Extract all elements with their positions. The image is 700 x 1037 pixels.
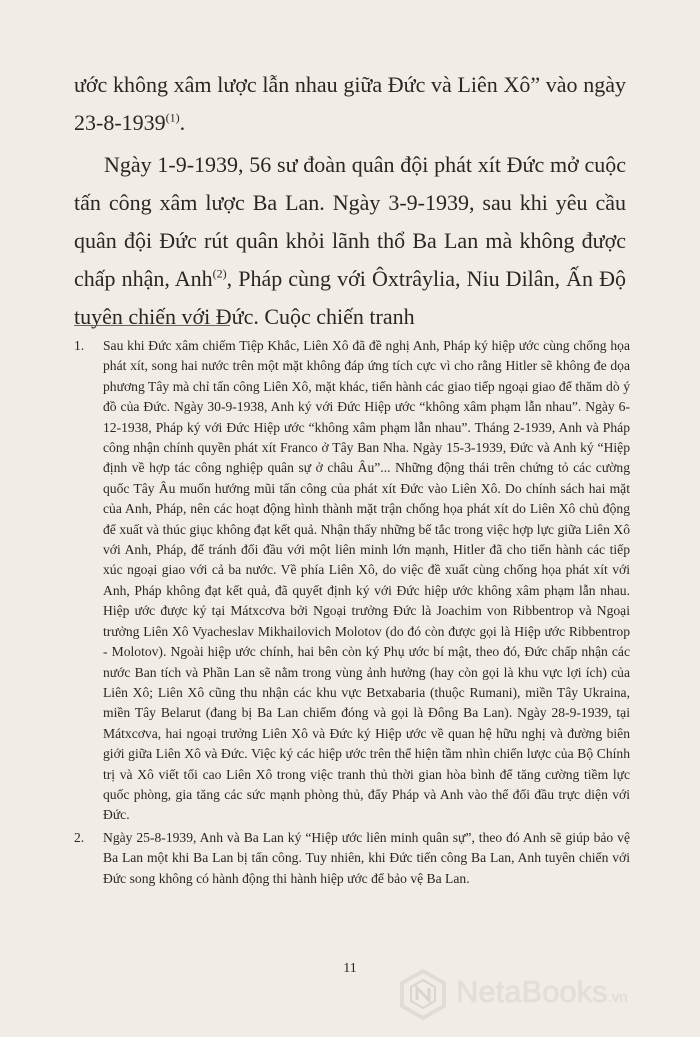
paragraph-2: [74, 146, 626, 336]
paragraph-2-text-a: Ngày 1-9-1939, 56 sư đoàn quân đội phát xít Đức mở cuộc tấn công xâm lược Ba Lan. Ngày 3-9-1939, sau khi yêu cầu quân đội Đức rút quân khỏi lãnh thổ Ba Lan mà không được chấp nhận, Anh: [74, 152, 626, 291]
paragraph-1-end: .: [179, 110, 186, 135]
footnote-1: [74, 336, 630, 826]
netabooks-logo-icon: [398, 968, 448, 1020]
footnote-number: 2.: [74, 829, 85, 845]
paragraph-1: [74, 66, 626, 142]
footnote-number: 1.: [74, 338, 85, 353]
paragraph-2-text-b: , Pháp cùng với Ôxtrâylia, Niu Dilân, Ấn Độ tuyên chiến với Đức. Cuộc chiến tranh: [74, 266, 626, 329]
footnote-ref-2: (2): [212, 266, 227, 281]
watermark-suffix: .vn: [607, 989, 628, 1006]
footnote-2: [74, 828, 630, 889]
main-text: [74, 66, 626, 336]
watermark-brand: NetaBooks: [456, 974, 608, 1009]
footnote-ref-1: (1): [165, 110, 180, 125]
paragraph-1-text: ước không xâm lược lẫn nhau giữa Đức và Liên Xô” vào ngày 23-8-1939: [74, 72, 626, 135]
watermark: [398, 964, 700, 1024]
footnote-text: Ngày 25-8-1939, Anh và Ba Lan ký “Hiệp ước liên minh quân sự”, theo đó Anh sẽ giúp bảo vệ Ba Lan một khi Ba Lan bị tấn công. Tuy nhiên, khi Đức tiến công Ba Lan, Anh tuyên chiến với Đức song không có hành động thi hành hiệp ước để bảo vệ Ba Lan.: [103, 829, 630, 886]
footnote-text: Sau khi Đức xâm chiếm Tiệp Khắc, Liên Xô đã đề nghị Anh, Pháp ký hiệp ước cùng chống họa phát xít, song hai nước trên một mặt không đáp ứng tích cực vì cho rằng Hitler sẽ không đe dọa phương Tây mà chỉ tấn công Liên Xô, mặt khác, tiến hành các giao tiếp ngoại giao để thăm dò ý đồ của Đức. Ngày 30-9-1938, Anh ký với Đức Hiệp ước “không xâm phạm lẫn nhau”. Ngày 6-12-1938, Pháp ký với Đức Hiệp ước “không xâm phạm lẫn nhau”. Tháng 2-1939, Anh và Pháp công nhận chính quyền phát xít Franco ở Tây Ban Nha. Ngày 15-3-1939, Đức và Anh ký “Hiệp định về hợp tác công nghiệp quân sự ở châu Âu”... Những động thái trên chứng tỏ các cường quốc Tây Âu muốn hướng mũi tấn công của phát xít Đức vào Liên Xô. Do chính sách hai mặt của Anh, Pháp, nên các hoạt động hình thành mặt trận chống họa phát xít do Liên Xô chủ động để xuất và thúc giục không đạt kết quả. Nhận thấy những bế tắc trong việc hợp lực giữa Liên Xô với Anh, Pháp, để tránh đối đầu với một liên minh lớn mạnh, Hitler đã cho tiến hành các tiếp xúc ngoại giao với cả ba nước. Về phía Liên Xô, do việc đề xuất cùng chống họa phát xít với Anh, Pháp không đạt kết quả, đã quyết định ký với Đức hiệp ước không xâm phạm lẫn nhau. Hiệp ước được ký tại Mátxcơva bởi Ngoại trưởng Đức là Joachim von Ribbentrop và Ngoại trưởng Liên Xô Vyacheslav Mikhailovich Molotov (do đó còn được gọi là Hiệp ước Ribbentrop - Molotov). Ngoài hiệp ước chính, hai bên còn ký Phụ ước bí mật, theo đó, Đức chấp nhận các nước Ban tích và Phần Lan sẽ nằm trong vùng ảnh hưởng (hay còn gọi là khu vực lợi ích) của Liên Xô; Liên Xô cũng thu nhận các khu vực Betxabaria (thuộc Rumani), miền Tây Ukraina, miền Tây Belarut (đang bị Ba Lan chiếm đóng và gọi là Đông Ba Lan). Ngày 28-9-1939, tại Mátxcơva, hai ngoại trưởng Liên Xô và Đức ký Hiệp ước về quan hệ hữu nghị và đường biên giới giữa Liên Xô và Đức. Việc ký các hiệp ước trên thể hiện tầm nhìn chiến lược của Bộ Chính trị và Xô viết tối cao Liên Xô trong việc tranh thủ thời gian hòa bình để tăng cường tiềm lực quốc phòng, gia tăng các sức mạnh phòng thủ, đẩy Pháp và Anh vào thế đối đầu trực diện với Đức.: [103, 338, 630, 823]
page-number: 11: [343, 961, 357, 976]
watermark-text: [456, 974, 628, 1010]
footnote-divider: [74, 325, 230, 326]
footnotes: [74, 336, 630, 889]
